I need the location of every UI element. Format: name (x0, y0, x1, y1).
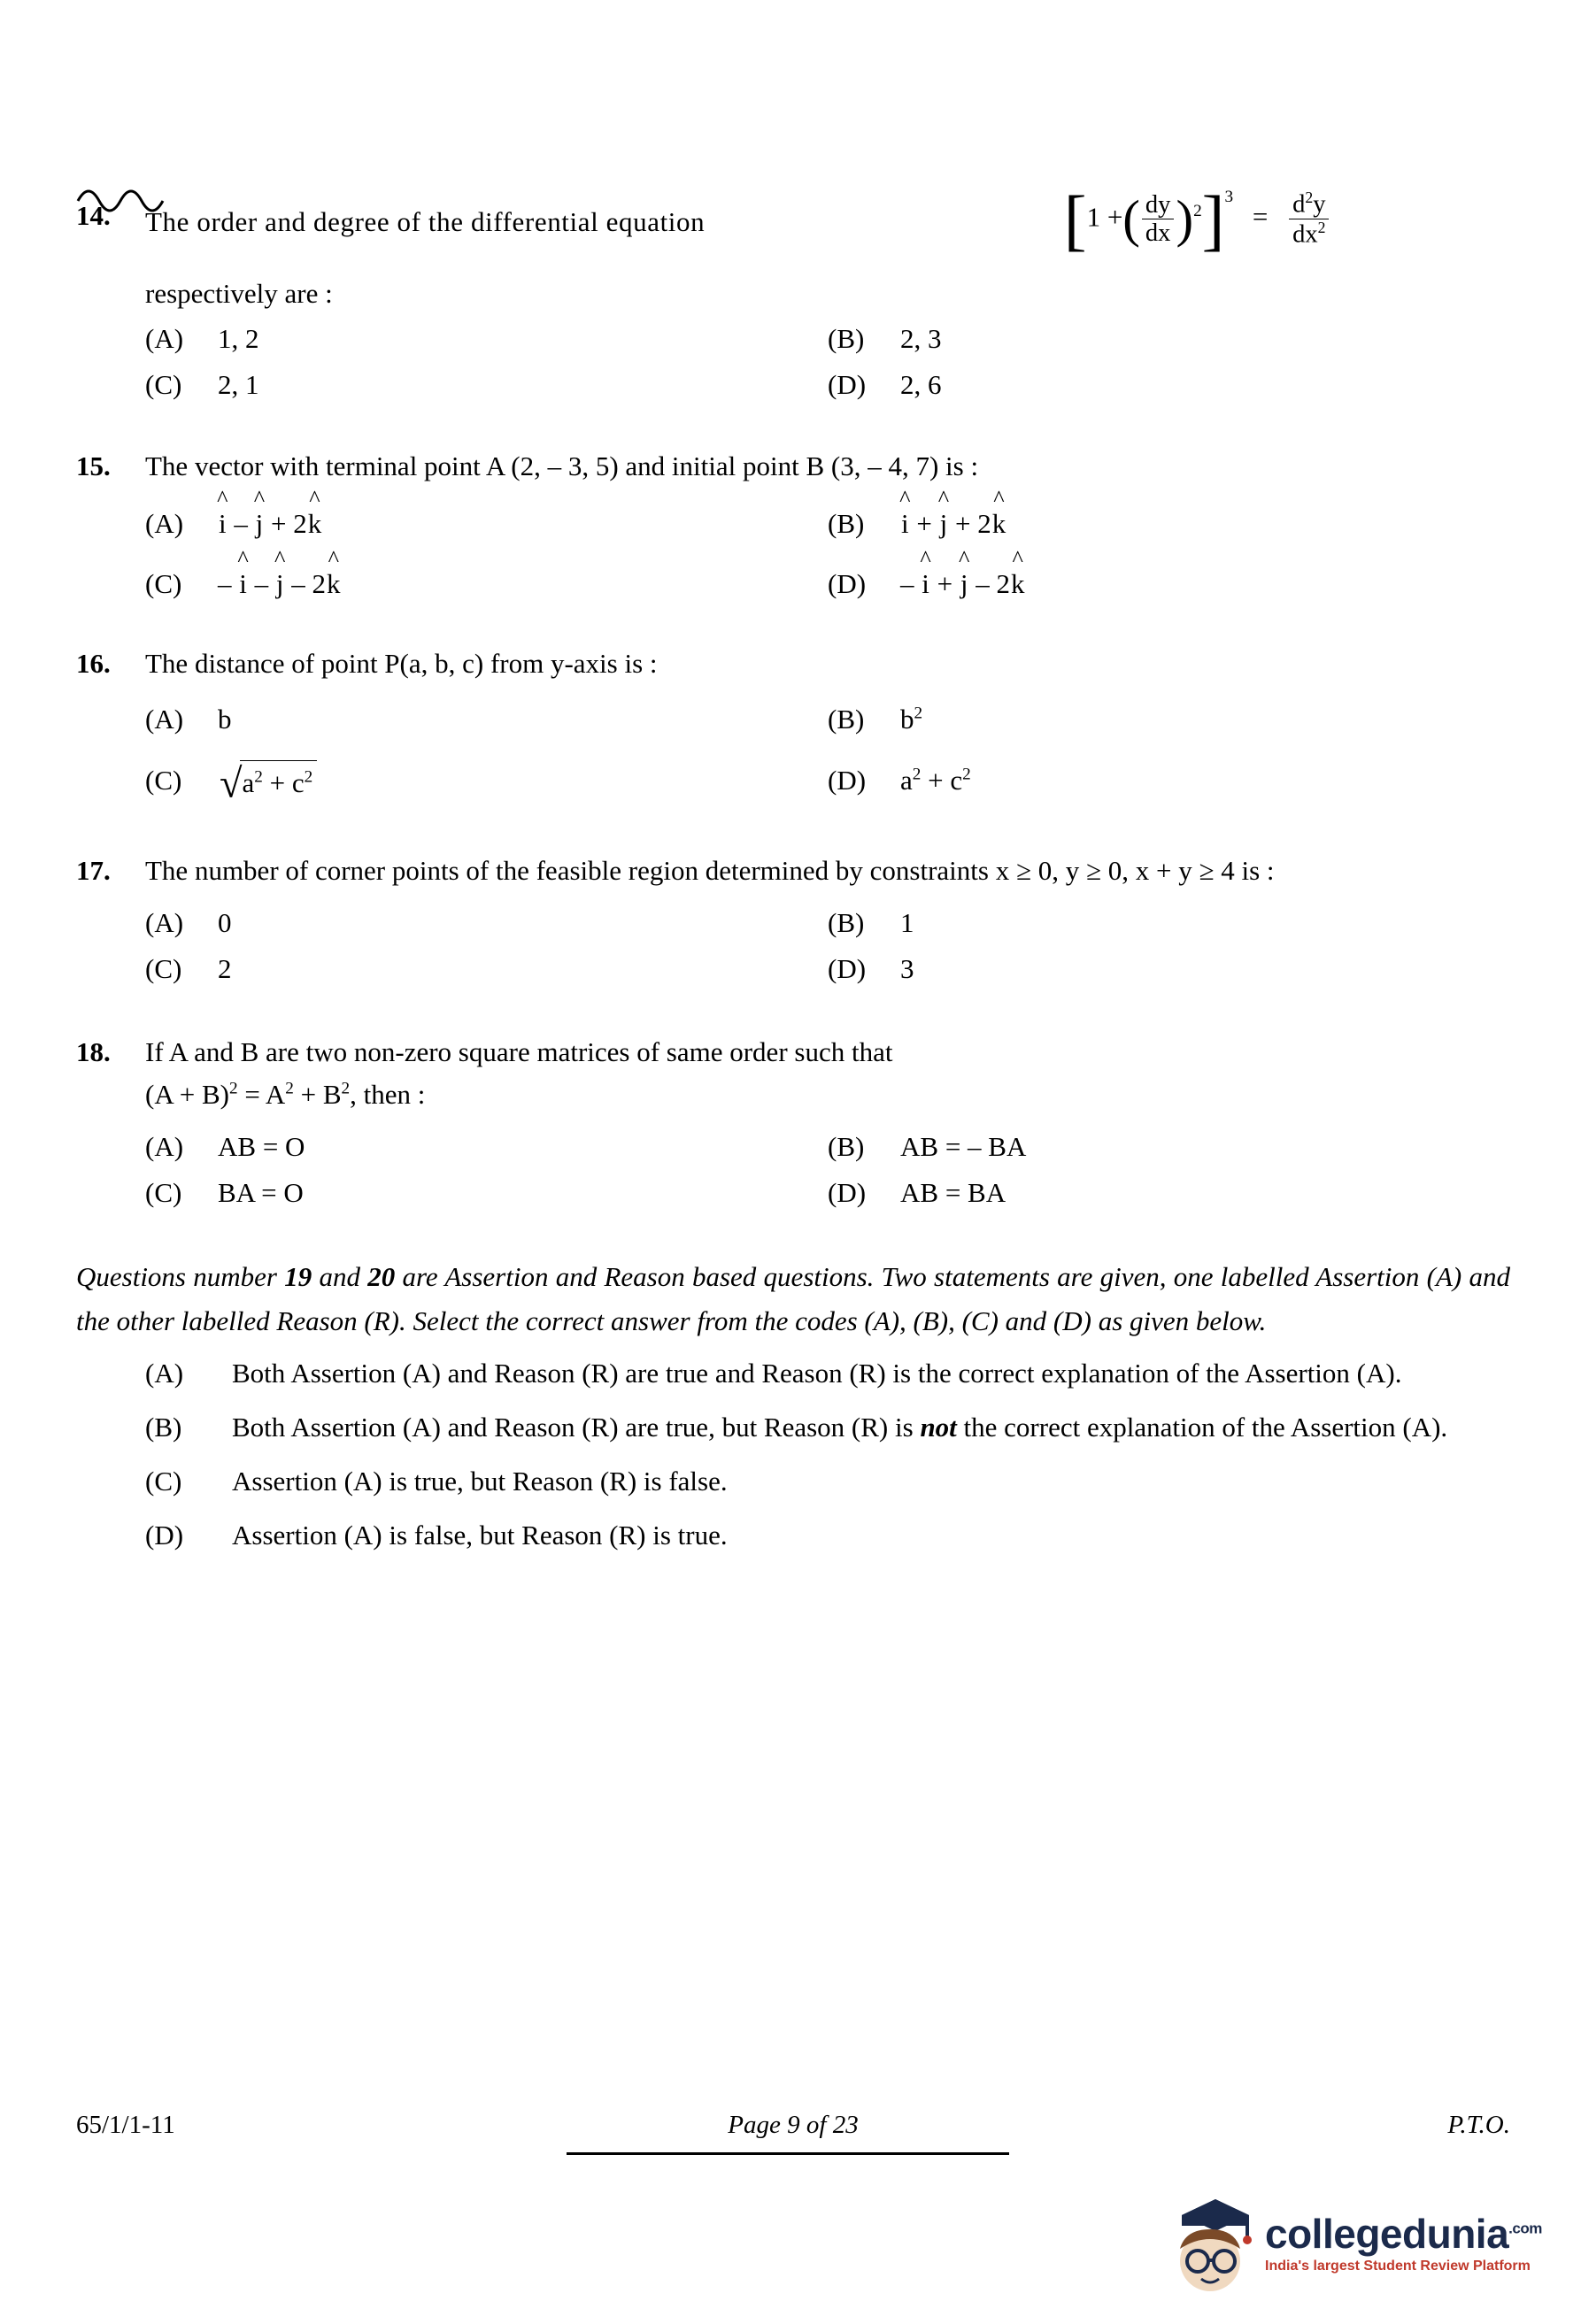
matrix-expr-3: + B (293, 1078, 342, 1110)
option-label: (D) (828, 1177, 867, 1209)
option-label: (A) (145, 322, 184, 354)
logo-word-suffix: .com (1508, 2220, 1542, 2237)
unit-vector-j: ^ j (937, 485, 950, 539)
instructions-conjunction: and (312, 1260, 368, 1292)
dx-symbol: dx (1292, 220, 1318, 249)
question-14-formula (1057, 181, 1330, 258)
option-a[interactable] (145, 1127, 828, 1168)
option-text: – ^ i – ^ j – 2 ^ k (218, 564, 828, 605)
option-text: b (218, 704, 232, 735)
option-text: Assertion (A) is true, but Reason (R) is false. (232, 1466, 728, 1497)
option-label: (B) (145, 1412, 182, 1443)
question-18-options (145, 1127, 1510, 1214)
option-b-text-before: Both Assertion (A) and Reason (R) are true, but Reason (R) is (232, 1412, 921, 1443)
option-a[interactable] (145, 319, 828, 360)
option-d[interactable] (828, 949, 1510, 990)
unit-vector-i: ^ i (217, 485, 228, 539)
option-b[interactable] (828, 699, 1510, 741)
question-text (145, 181, 1510, 412)
equals-sign: = (1252, 201, 1269, 233)
option-b-exponent: 2 (914, 704, 923, 723)
fraction-denominator (1289, 219, 1329, 249)
question-text (145, 1031, 1510, 1220)
option-text (232, 1406, 1510, 1449)
option-c[interactable] (145, 760, 828, 805)
unit-vector-k: ^ k (327, 546, 341, 600)
question-14-options (145, 319, 1510, 406)
question-number: 17. (76, 854, 111, 886)
fraction-numerator: dy (1145, 190, 1171, 219)
option-c[interactable] (145, 949, 828, 990)
option-text: 1 (900, 906, 914, 938)
inner-exponent: 2 (1193, 201, 1202, 220)
question-16-options (145, 699, 1510, 805)
paren-open: ( (1122, 190, 1140, 249)
option-text: 2, 1 (218, 369, 259, 401)
question-16 (76, 643, 1510, 811)
question-14-stem: The order and degree of the differential equation (145, 206, 706, 238)
collegedunia-logo (1164, 2186, 1554, 2301)
instructions-part-1: Questions number (76, 1260, 285, 1292)
option-c[interactable] (145, 546, 828, 605)
question-15-stem: The vector with terminal point A (2, – 3, 5) and initial point B (3, – 4, 7) is : (145, 450, 979, 481)
question-18 (76, 1031, 1510, 1220)
assertion-option-d[interactable] (145, 1514, 1510, 1557)
option-label: (A) (145, 1358, 184, 1389)
fraction-denominator: dx (1142, 219, 1175, 248)
option-text: $a^2 + c^2$ (900, 764, 971, 796)
option-label: (D) (828, 953, 867, 985)
option-label: (D) (828, 568, 867, 600)
option-text: 2, 3 (900, 322, 942, 354)
fraction-numerator (1289, 189, 1329, 219)
option-b-emphasis: not (920, 1412, 957, 1443)
question-number: 14. (76, 200, 111, 231)
option-b[interactable] (828, 1127, 1510, 1168)
question-text (145, 850, 1510, 996)
option-d[interactable] (828, 760, 1510, 802)
assertion-option-c[interactable] (145, 1460, 1510, 1503)
bracket-close: ] (1201, 181, 1225, 258)
option-label: (B) (828, 322, 865, 354)
footer-divider (567, 2152, 1009, 2155)
option-label: (C) (145, 1466, 182, 1497)
question-15 (76, 445, 1510, 611)
option-b[interactable] (828, 319, 1510, 360)
matrix-expr-1: (A + B) (145, 1078, 229, 1110)
option-b-base: b (900, 704, 914, 735)
option-text: 0 (218, 906, 232, 938)
option-label: (D) (145, 1520, 184, 1551)
question-number: 15. (76, 450, 111, 481)
question-ref-20: 20 (367, 1260, 396, 1292)
option-text: ^ i + ^ j + 2 ^ k (900, 504, 1510, 545)
assertion-reason-instructions (76, 1255, 1510, 1343)
logo-text-group (1265, 2213, 1542, 2274)
question-18-stem-line2: $(A + B)^2 = A^2 + B^2$, then : (145, 1078, 426, 1110)
option-text: 2 (218, 953, 232, 985)
option-label: (A) (145, 906, 184, 938)
option-b-text-after: the correct explanation of the Assertion (A). (956, 1412, 1448, 1443)
assertion-reason-options (145, 1352, 1510, 1557)
option-d[interactable] (828, 546, 1510, 605)
unit-vector-i: ^ i (237, 546, 249, 600)
logo-word-main: collegedunia (1265, 2211, 1509, 2257)
option-label: (C) (145, 764, 182, 796)
option-label: (A) (145, 704, 184, 735)
option-c[interactable] (145, 365, 828, 406)
pto-label: P.T.O. (1447, 2111, 1510, 2139)
option-text (218, 760, 828, 805)
option-label: (B) (828, 906, 865, 938)
square-root: $√a^2 + c^2$ (218, 760, 317, 805)
option-text: AB = – BA (900, 1130, 1027, 1162)
option-label: (C) (145, 568, 182, 600)
unit-vector-k: ^ k (1010, 546, 1025, 600)
question-text (145, 643, 1510, 811)
question-17-stem: The number of corner points of the feasible region determined by constraints x ≥ 0, y ≥ 0, x + y ≥ 4 is : (145, 854, 1275, 886)
question-17 (76, 850, 1510, 996)
option-text: ^ i – ^ j + 2 ^ k (218, 504, 828, 545)
option-label: (B) (828, 704, 865, 735)
question-ref-19: 19 (284, 1260, 312, 1292)
option-a[interactable] (145, 485, 828, 545)
paren-close: ) (1176, 190, 1194, 249)
logo-wordmark (1265, 2211, 1542, 2257)
question-14 (76, 181, 1510, 412)
second-derivative-fraction (1289, 189, 1329, 250)
bracket-exponent: 3 (1224, 187, 1234, 206)
matrix-expr-4: , then : (350, 1078, 426, 1110)
option-text: Assertion (A) is false, but Reason (R) is true. (232, 1520, 728, 1551)
option-d[interactable] (828, 365, 1510, 406)
question-16-stem: The distance of point P(a, b, c) from y-axis is : (145, 647, 658, 679)
matrix-expr-2: = A (237, 1078, 286, 1110)
one-plus: 1 + (1086, 201, 1123, 233)
option-label: (C) (145, 369, 182, 401)
dx-exponent: 2 (1317, 219, 1326, 237)
unit-vector-k: ^ k (991, 485, 1006, 539)
question-15-options (145, 485, 1510, 605)
y-symbol: y (1313, 190, 1326, 219)
question-text (145, 445, 1510, 611)
option-text: AB = BA (900, 1177, 1006, 1209)
option-label: (A) (145, 507, 184, 539)
unit-vector-j: ^ j (958, 546, 970, 600)
page-number: Page 9 of 23 (728, 2111, 859, 2139)
page-footer (76, 2111, 1510, 2140)
question-list (76, 133, 1510, 1568)
option-a[interactable] (145, 699, 828, 741)
question-14-continuation: respectively are : (145, 277, 333, 309)
assertion-option-a[interactable] (145, 1352, 1510, 1395)
option-label: (A) (145, 1130, 184, 1162)
unit-vector-i: ^ i (899, 485, 911, 539)
assertion-option-b[interactable] (145, 1406, 1510, 1449)
question-number: 16. (76, 647, 111, 679)
option-c[interactable] (145, 1173, 828, 1214)
option-label: (B) (828, 1130, 865, 1162)
option-text: – ^ i + ^ j – 2 ^ k (900, 564, 1510, 605)
paper-code: 65/1/1-11 (76, 2111, 175, 2139)
option-text: 3 (900, 953, 914, 985)
option-a[interactable] (145, 903, 828, 944)
unit-vector-k: ^ k (307, 485, 322, 539)
option-b[interactable] (828, 485, 1510, 545)
unit-vector-j: ^ j (274, 546, 286, 600)
d-exponent: 2 (1305, 189, 1314, 206)
option-b[interactable] (828, 903, 1510, 944)
option-text: 2, 6 (900, 369, 942, 401)
question-18-stem-line1: If A and B are two non-zero square matrices of same order such that (145, 1035, 893, 1067)
bracket-open: [ (1063, 181, 1087, 258)
option-d[interactable] (828, 1173, 1510, 1214)
mascot-icon (1164, 2190, 1256, 2297)
option-label: (D) (828, 764, 867, 796)
question-17-options (145, 903, 1510, 990)
question-number: 18. (76, 1035, 111, 1067)
dy-dx-fraction (1142, 191, 1175, 249)
instructions-part-2: are Assertion and Reason based questions. Two statements are given, one labelled Assertion (A) and the other labelled Reason (R). Select the correct answer from the codes (A), (B), (C) and (D) as given below. (76, 1260, 1510, 1336)
option-text: AB = O (218, 1130, 305, 1162)
option-text: Both Assertion (A) and Reason (R) are true and Reason (R) is the correct explanation of the Assertion (A). (232, 1358, 1402, 1389)
option-text (900, 699, 1510, 741)
option-label: (C) (145, 1177, 182, 1209)
option-label: (B) (828, 507, 865, 539)
unit-vector-j: ^ j (253, 485, 266, 539)
option-label: (C) (145, 953, 182, 985)
logo-tagline: India's largest Student Review Platform (1265, 2259, 1531, 2274)
option-text: BA = O (218, 1177, 304, 1209)
option-label: (D) (828, 369, 867, 401)
d-symbol: d (1292, 190, 1306, 219)
unit-vector-i: ^ i (920, 546, 931, 600)
option-text: 1, 2 (218, 322, 259, 354)
